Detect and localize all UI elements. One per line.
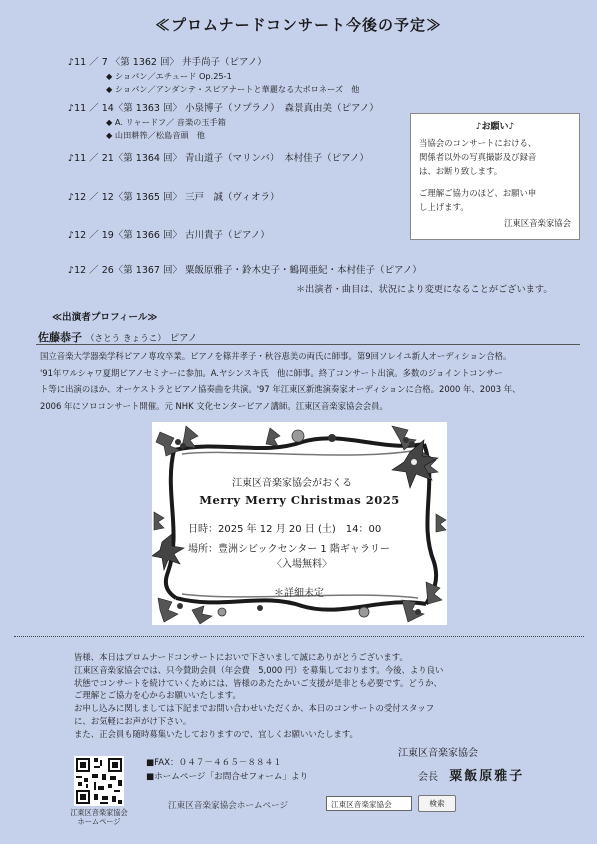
flyer-date: 日時：2025 年 12 月 20 日 (土) 14：00 [188,524,382,535]
schedule-program-item: ◆ ショパン／エチュード Op.25-1 [106,71,232,81]
schedule-entry-main: ♪11 ／ 21〈第 1364 回〉 青山道子（マリンバ） 本村佳子（ピアノ） [68,153,369,164]
notice-text: ご理解ご協力のほど、お願い申 [419,188,537,198]
schedule-entry-main: ♪11 ／ 7 〈第 1362 回〉 井手尚子（ピアノ） [68,57,267,68]
search-input[interactable]: 江東区音楽家協会 [326,796,412,811]
performer-instrument: ピアノ [169,333,198,344]
schedule-entry [68,102,379,142]
schedule-program-item: ◆ 山田耕筰／松島音頭 他 [106,130,205,140]
biography-line: 2006 年にソロコンサート開催。元 NHK 文化センターピアノ講師。江東区音楽家協会会員。 [40,400,388,411]
flyer-title: Merry Merry Christmas 2025 [199,493,400,507]
president-name: 粟飯原雅子 [449,769,525,784]
schedule-entry-main: ♪12 ／ 26〈第 1367 回〉 粟飯原雅子・鈴木史子・鶴岡亜紀・本村佳子（ピアノ） [68,265,422,276]
biography-line: 国立音楽大学器楽学科ピアノ専攻卒業。ピアノを篠井孝子・秋谷恵美の両氏に師事。第9回ソレイユ新人オーディション合格。 [40,351,512,361]
qr-caption-line: ホームページ [77,817,121,826]
qr-code[interactable] [74,756,124,806]
schedule-entry [68,56,359,96]
association-name: 江東区音楽家協会 [398,748,478,759]
notice-text: 当協会のコンサートにおける、 [419,138,537,148]
website-contact: ■ホームページ「お問合せフォーム」より [146,772,309,782]
closing-line: 皆様、本日はプロムナードコンサートにおいで下さいまして誠にありがとうございます。 [74,652,408,662]
closing-line: お申し込みに関しましては下記までお問い合わせいただくか、本日のコンサートの受付スタッフ [74,703,435,714]
closing-message [74,651,584,741]
search-button[interactable]: 検索 [418,795,456,812]
flyer-admission: 〈入場無料〉 [272,559,332,570]
performer-name-reading: （さとう きょうこ） [85,334,166,344]
notice-text: 関係者以外の写真撮影及び録音 [419,152,537,162]
profile-biography [40,348,584,414]
closing-line: また、正会員も随時募集いたしておりますので、宜しくお願いいたします。 [74,728,358,739]
qr-caption-line: 江東区音楽家協会 [70,808,128,817]
president-signature [418,765,524,784]
schedule-entry [68,152,369,166]
schedule-entry [68,264,422,278]
qr-code-icon [74,756,124,806]
page-title: ≪プロムナードコンサート今後の予定≫ [154,16,443,34]
closing-line: 状態でコンサートを続けていくためには、皆様のあたたかいご支援が是非とも必要です。どうか、 [74,677,442,688]
schedule-note: ＊出演者・曲目は、状況により変更になることがございます。 [296,284,553,295]
christmas-concert-flyer [152,422,447,625]
schedule-program-item: ◆ ショパン／アンダンテ・スピアナートと華麗なる大ポロネーズ 他 [106,84,360,94]
homepage-label: 江東区音楽家協会ホームページ [168,801,289,811]
schedule-entry-main: ♪12 ／ 12〈第 1365 回〉 三戸 誠（ヴィオラ） [68,192,280,203]
fax-number: ■FAX：０４７－４６５－８８４１ [146,758,282,768]
biography-line: ト等に出演のほか、オーケストラとピアノ協奏曲を共演。'97 年江東区新進演奏家オーディションに合格。2000 年、2003 年、 [40,384,521,395]
contact-info [146,756,308,784]
closing-line: ご理解とご協力を心からお願いいたします。 [74,690,241,701]
schedule-entry-main: ♪11 ／ 14〈第 1363 回〉 小泉博子（ソプラノ） 森景真由美（ピアノ） [68,103,379,114]
notice-text: し上げます。 [419,202,469,212]
schedule-entry [68,229,270,243]
schedule-entry [68,191,279,205]
profile-heading: ≪出演者プロフィール≫ [52,312,158,323]
notice-title: ♪お願い♪ [475,122,515,132]
flyer-organizer: 江東区音楽家協会がおくる [232,478,352,489]
notice-signature: 江東区音楽家協会 [504,218,571,228]
biography-line: '91年ワルシャワ夏期ピアノセミナーに参加。A.ヤシンスキ氏 他に師事。終了コンサート出演。多数のジョイントコンサー [40,367,503,378]
schedule-program-item: ◆ A. リャードフ／ 音楽の玉手箱 [106,117,226,127]
president-label: 会長 [418,772,438,783]
performer-name [38,329,578,345]
performer-name-text: 佐藤恭子 [38,331,82,344]
notice-box [410,113,580,240]
flyer-venue: 場所：豊洲シビックセンター 1 階ギャラリー [188,544,390,555]
notice-text: は、お断り致します。 [419,166,503,176]
profile-divider [36,344,580,345]
flyer-details-note: ＊詳細未定 [274,588,324,599]
section-divider [14,636,584,637]
closing-line: 江東区音楽家協会では、只今賛助会員（年会費 5,000 円）を募集しております。今後、より良い [74,664,444,675]
qr-caption [58,808,140,826]
closing-line: に、お気軽にお声がけ下さい。 [74,715,192,726]
schedule-entry-main: ♪12 ／ 19〈第 1366 回〉 古川貴子（ピアノ） [68,230,270,241]
